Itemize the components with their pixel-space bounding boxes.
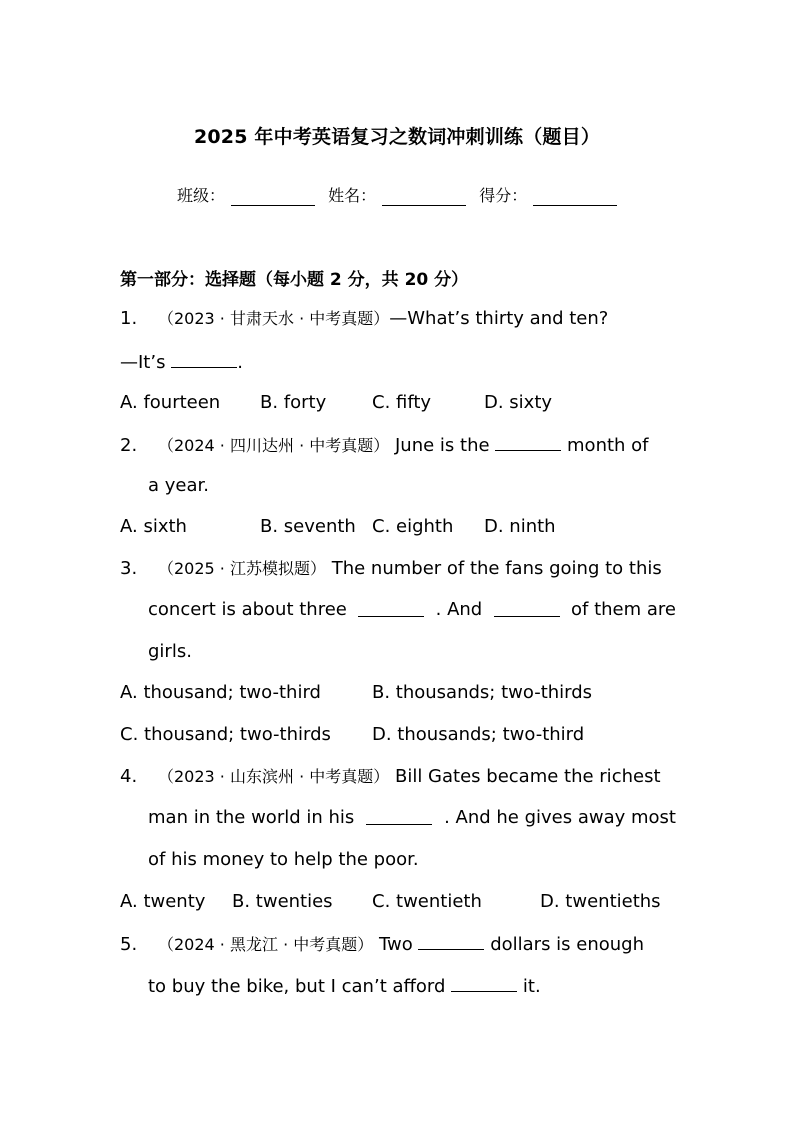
option-a[interactable]: A. sixth [120, 516, 187, 537]
question-1-answer-line [120, 349, 243, 375]
answer-blank[interactable] [495, 432, 561, 451]
answer-blank[interactable] [358, 598, 424, 617]
question-5 [120, 931, 644, 957]
option-b[interactable]: B. thousands; two-thirds [372, 682, 593, 703]
name-label: 姓名： [328, 186, 377, 205]
question-3 [120, 557, 662, 581]
question-1 [120, 307, 608, 331]
option-a[interactable]: A. fourteen [120, 392, 221, 413]
question-number: 5. [120, 934, 138, 955]
score-blank[interactable] [533, 187, 617, 206]
question-source: （2023 · 山东滨州 · 中考真题） [158, 767, 390, 786]
question-text: —It’s [120, 352, 166, 373]
question-text: of them are [571, 599, 676, 620]
option-d[interactable]: D. twentieths [540, 891, 661, 912]
question-2 [120, 432, 649, 458]
question-5-line-2 [148, 973, 541, 999]
option-c[interactable]: C. eighth [372, 516, 454, 537]
option-c[interactable]: C. thousand; two-thirds [120, 724, 331, 745]
option-a[interactable]: A. thousand; two-third [120, 682, 321, 703]
option-c[interactable]: C. twentieth [372, 891, 482, 912]
question-text: to buy the bike, but I can’t afford [148, 976, 446, 997]
option-b[interactable]: B. twenties [232, 891, 333, 912]
answer-blank[interactable] [451, 973, 517, 992]
question-text: —What’s thirty and ten? [389, 308, 609, 329]
question-4-cont: of his money to help the poor. [148, 849, 419, 870]
question-text: month of [567, 435, 649, 456]
question-text: man in the world in his [148, 807, 355, 828]
question-text: . And he gives away most [444, 807, 676, 828]
question-source: （2024 · 四川达州 · 中考真题） [158, 436, 390, 455]
option-c[interactable]: C. fifty [372, 392, 432, 413]
question-3-line-2 [148, 598, 676, 622]
question-number: 3. [120, 558, 138, 579]
question-2-cont: a year. [148, 475, 209, 496]
question-number: 4. [120, 766, 138, 787]
option-b[interactable]: B. forty [260, 392, 327, 413]
question-text: June is the [394, 435, 490, 456]
score-label: 得分： [479, 186, 528, 205]
answer-blank[interactable] [171, 349, 237, 368]
question-number: 1. [120, 308, 138, 329]
question-text: Bill Gates became the richest [394, 766, 661, 787]
question-source: （2025 · 江苏模拟题） [158, 559, 326, 578]
option-d[interactable]: D. thousands; two-third [372, 724, 585, 745]
question-text: . And [435, 599, 483, 620]
option-d[interactable]: D. sixty [484, 392, 553, 413]
option-b[interactable]: B. seventh [260, 516, 356, 537]
name-blank[interactable] [382, 187, 466, 206]
question-text: it. [522, 976, 541, 997]
class-label: 班级： [177, 186, 226, 205]
question-3-cont: girls. [148, 641, 192, 662]
question-text: concert is about three [148, 599, 347, 620]
answer-blank[interactable] [494, 598, 560, 617]
question-text: . [237, 352, 243, 373]
answer-blank[interactable] [418, 931, 484, 950]
document-title: 2025 年中考英语复习之数词冲刺训练（题目） [193, 126, 601, 148]
option-d[interactable]: D. ninth [484, 516, 556, 537]
question-4 [120, 765, 661, 789]
question-source: （2024 · 黑龙江 · 中考真题） [158, 935, 374, 954]
question-number: 2. [120, 435, 138, 456]
question-4-line-2 [148, 806, 676, 830]
question-source: （2023 · 甘肃天水 · 中考真题） [158, 309, 390, 328]
answer-blank[interactable] [366, 806, 432, 825]
student-info-row [177, 183, 625, 206]
option-a[interactable]: A. twenty [120, 891, 206, 912]
question-text: Two [378, 934, 413, 955]
question-text: dollars is enough [490, 934, 645, 955]
question-text: The number of the fans going to this [331, 558, 662, 579]
class-blank[interactable] [231, 187, 315, 206]
section-heading: 第一部分：选择题（每小题 2 分，共 20 分） [120, 270, 469, 290]
